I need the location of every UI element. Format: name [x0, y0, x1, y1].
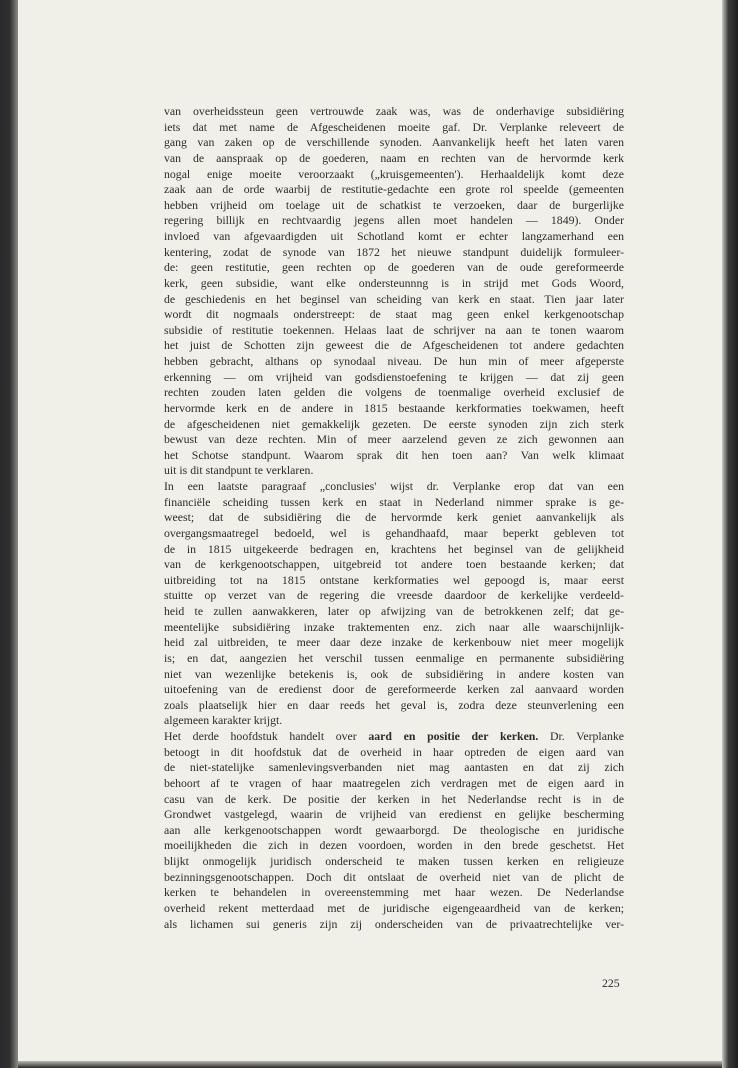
text-line: het Schotse standpunt. Waarom sprak dit hen toen aan? Van welk klimaat: [164, 447, 624, 462]
text-line: heid te zullen aanwakkeren, later op afwijzing van de betrokkenen zelf; dat ge-: [164, 604, 624, 618]
text-line: In een laatste paragraaf „conclusies' wijst dr. Verplanke erop dat van een: [164, 479, 624, 493]
text-line: subsidie of restitutie toekennen. Helaas laat de schrijver na aan te tonen waarom: [164, 322, 624, 337]
text-line: de geschiedenis en het beginsel van scheiding van kerk en staat. Tien jaar later: [164, 291, 624, 306]
text-line: meentelijke subsidiëring inzake traktementen enz. zich naar alle waarschijnlijk-: [164, 619, 624, 634]
body-text: [164, 104, 624, 932]
text-line: behoort af te vragen of haar maatregelen zich verdragen met de eigen aard in: [164, 775, 624, 790]
text-line: overheid rekent metterdaad met de juridische eigengeaardheid van de kerken;: [164, 900, 624, 915]
text-line: casu van de kerk. De positie der kerken in het Nederlandse recht is in de: [164, 791, 624, 806]
text-line: uit is dit standpunt te verklaren.: [164, 463, 314, 478]
text-line: moeilijkheden die zich in dezen voordoen, worden in den brede geschetst. Het: [164, 838, 624, 853]
text-line: van overheidssteun geen vertrouwde zaak was, was de onderhavige subsidiëring: [164, 104, 624, 118]
text-line: hebben vrijheid om toelage uit de schatkist te verzoeken, daar de burgerlijke: [164, 197, 624, 212]
text-line: heid zal uitbreiden, te meer daar deze inzake de kerkenbouw niet meer mogelijk: [164, 635, 624, 650]
text-line: iets dat met name de Afgescheidenen moeite gaf. Dr. Verplanke releveert de: [164, 119, 624, 134]
text-line: kentering, zodat de synode van 1872 het nieuwe standpunt duidelijk formuleer-: [164, 244, 624, 259]
text-line: de: geen restitutie, geen rechten op de goederen van de oude gereformeerde: [164, 260, 624, 275]
text-line: regering billijk en rechtvaardig jegens allen moet handelen — 1849). Onder: [164, 213, 624, 228]
text-line: financiële scheiding tussen kerk en staat in Nederland nimmer sprake is ge-: [164, 494, 624, 509]
text-line: van de kerkgenootschappen, uitgebreid tot andere toen bestaande kerken; dat: [164, 557, 624, 572]
text-line: als lichamen sui generis zijn zij onderscheiden van de privaatrechtelijke ver-: [164, 916, 624, 931]
text-line: de niet-statelijke samenlevingsverbanden niet mag aantasten en dat zij zich: [164, 760, 624, 775]
text-line: blijkt onmogelijk juridisch onderscheid te maken tussen kerken en religieuze: [164, 854, 624, 868]
text-line: overgangsmaatregel bedoeld, wel is gehandhaafd, maar beperkt gebleven tot: [164, 525, 624, 540]
text-line: uitoefening van de eredienst door de gereformeerde kerken zal aanvaard worden: [164, 682, 624, 697]
text-line: Grondwet vastgelegd, waarin de vrijheid van eredienst en gelijke bescherming: [164, 807, 624, 822]
text-run: Het derde hoofdstuk handelt over: [164, 729, 369, 743]
right-shadow-edge: [722, 0, 738, 1068]
text-line: uitbreiding tot na 1815 ontstane kerkformaties wel gepoogd is, maar eerst: [164, 572, 624, 587]
text-line: invloed van afgevaardigden uit Schotland komt er echter langzamerhand een: [164, 229, 624, 243]
text-line: rechten zouden laten gelden die volgens de toenmalige overheid exclusief de: [164, 385, 624, 400]
text-run: Dr. Verplanke: [538, 729, 624, 743]
text-line: bewust van deze rechten. Min of meer aarzelend geven ze zich gewonnen aan: [164, 432, 624, 447]
text-line: hervormde kerk en de andere in 1815 bestaande kerkformaties toekwamen, heeft: [164, 400, 624, 415]
text-line: weest; dat de subsidiëring die de hervormde kerk geniet aanvankelijk als: [164, 510, 624, 525]
text-line: nogal enige moeite veroorzaakt („kruisgemeenten'). Herhaaldelijk komt deze: [164, 166, 624, 181]
text-line: zoals plaatselijk hier en daar reeds het geval is, zodra deze steunverlening een: [164, 697, 624, 712]
text-line: stuitte op verzet van de regering die vreesde daardoor de kerkelijke verdeeld-: [164, 588, 624, 603]
page-number: 225: [602, 976, 620, 990]
text-line: het juist de Schotten zijn geweest die de Afgescheidenen tot andere gedachten: [164, 338, 624, 353]
text-line: wordt dit nogmaals onderstreept: de staat mag geen enkel kerkgenootschap: [164, 307, 624, 322]
text-line: betoogt in dit hoofdstuk dat de overheid in haar optreden de eigen aard van: [164, 744, 624, 759]
text-line: kerken te behandelen in overeenstemming met haar wezen. De Nederlandse: [164, 885, 624, 900]
text-line: van de aanspraak op de goederen, naam en rechten van de hervormde kerk: [164, 150, 624, 165]
text-line: de afgescheidenen niet gemakkelijk gezeten. De eerste synoden zijn zich sterk: [164, 416, 624, 431]
text-line: is; en dat, aangezien het verschil tussen eenmalige en permanente subsidiëring: [164, 650, 624, 665]
text-line: de in 1815 uitgekeerde bedragen en, krachtens het beginsel van de gelijkheid: [164, 541, 624, 556]
text-line: erkenning — om vrijheid van godsdienstoefening te krijgen — dat zij geen: [164, 369, 624, 384]
binding-edge: [0, 0, 18, 1068]
text-line: kerk, geen subsidie, want elke ondersteunnng is in strijd met Gods Woord,: [164, 275, 624, 290]
text-line: hebben gebracht, althans op synodaal niveau. De hun min of meer afgeperste: [164, 354, 624, 368]
bottom-shadow-edge: [18, 1061, 722, 1068]
text-line: [164, 729, 624, 745]
text-line: niet van wezenlijke betekenis is, ook de subsidiëring in andere kosten van: [164, 666, 624, 681]
text-line: algemeen karakter krijgt.: [164, 713, 283, 728]
text-line: zaak aan de orde waarbij de restitutie-gedachte een grote rol speelde (gemeenten: [164, 182, 624, 197]
text-line: gang van zaken op de verschillende synoden. Aanvankelijk heeft het laten varen: [164, 135, 624, 150]
text-line: aan alle kerkgenootschappen wordt gewaarborgd. De theologische en juridische: [164, 822, 624, 837]
text-line: bezinningsgenootschappen. Doch dit ontslaat de overheid niet van de plicht de: [164, 869, 624, 884]
bold-phrase: aard en positie der kerken.: [368, 729, 539, 743]
